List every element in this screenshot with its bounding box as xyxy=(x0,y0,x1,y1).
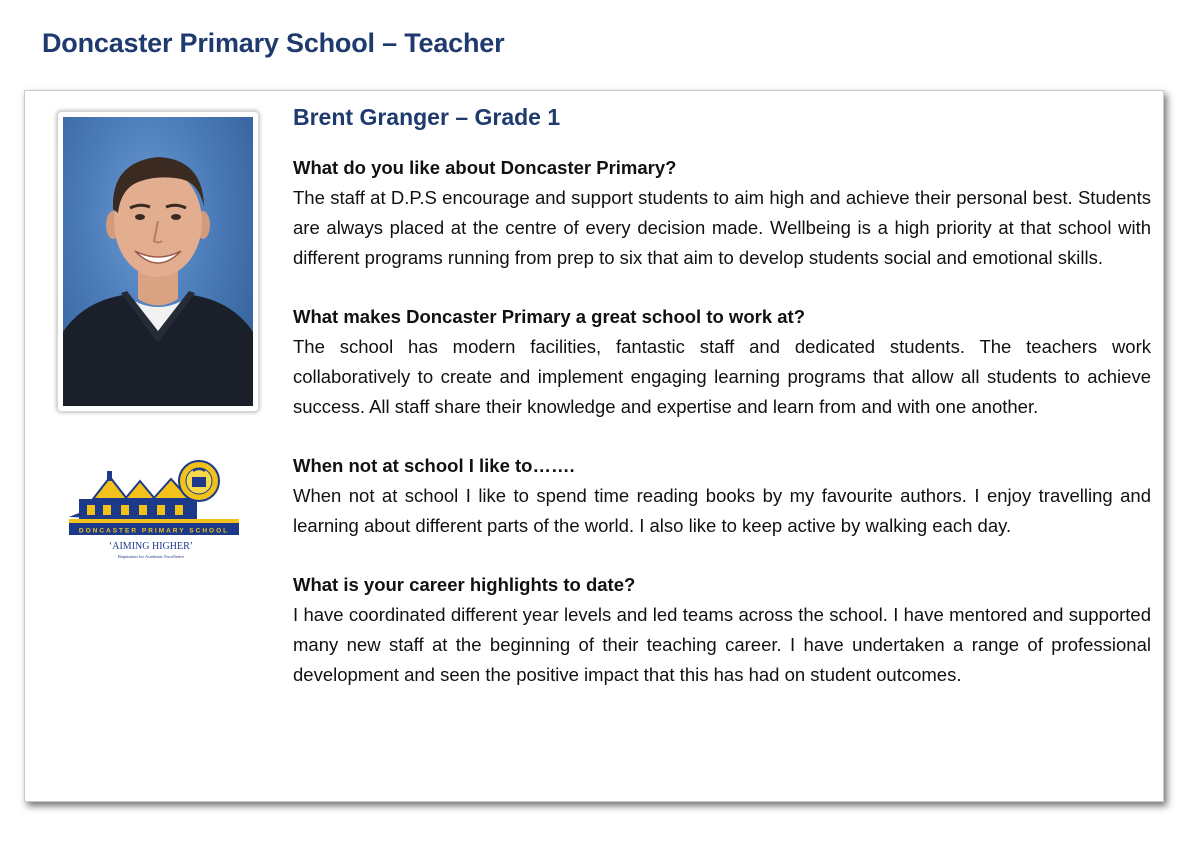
qa-item xyxy=(293,153,1151,273)
qa-item xyxy=(293,451,1151,541)
page-title: Doncaster Primary School – Teacher xyxy=(42,28,505,58)
logo-tagline: Reputation for Academic Excellence xyxy=(117,554,185,559)
teacher-photo-frame xyxy=(57,111,259,412)
logo-banner-text: DONCASTER PRIMARY SCHOOL xyxy=(78,527,230,535)
teacher-profile-card xyxy=(24,90,1164,802)
answer-text: The staff at D.P.S encourage and support students to aim high and achieve their personal best. Students are always placed at the centre of every decision made. Wellbeing is a high priority at that school with different programs running from prep to six that aim to develop students social and emotional skills. xyxy=(293,187,1151,268)
logo-motto: ‘AIMING HIGHER’ xyxy=(108,541,194,552)
school-logo xyxy=(65,459,241,567)
qa-item xyxy=(293,570,1151,690)
answer-text: I have coordinated different year levels and led teams across the school. I have mentored and supported many new staff at the beginning of their teaching career. I have undertaken a range of professional development and seen the positive impact that this has had on student outcomes. xyxy=(293,604,1151,685)
teacher-portrait-photo xyxy=(63,117,253,406)
question-text: What is your career highlights to date? xyxy=(293,574,636,595)
answer-text: When not at school I like to spend time reading books by my favourite authors. I enjoy travelling and learning about different parts of the world. I also like to keep active by walking each day. xyxy=(293,485,1151,536)
teacher-portrait-icon xyxy=(63,117,253,406)
qa-item xyxy=(293,302,1151,422)
question-text: When not at school I like to……. xyxy=(293,455,575,476)
school-building-crest-icon xyxy=(65,459,241,567)
question-text: What makes Doncaster Primary a great school to work at? xyxy=(293,306,805,327)
profile-content xyxy=(293,99,1151,719)
teacher-name-heading: Brent Granger – Grade 1 xyxy=(293,104,561,130)
answer-text: The school has modern facilities, fantastic staff and dedicated students. The teachers work collaboratively to create and implement engaging learning programs that allow all students to achieve success. All staff share their knowledge and expertise and learn from and with one another. xyxy=(293,336,1151,417)
question-text: What do you like about Doncaster Primary? xyxy=(293,157,677,178)
